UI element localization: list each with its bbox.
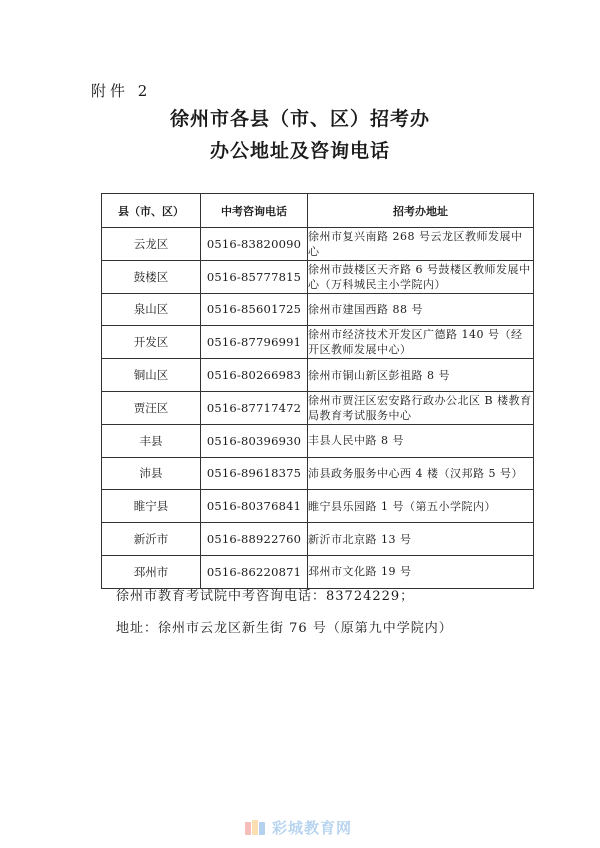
address-cell: 邳州市文化路 19 号 (308, 555, 534, 588)
county-cell: 沛县 (102, 457, 201, 490)
phone-cell: 0516-87796991 (201, 326, 308, 359)
attachment-label: 附件 2 (91, 82, 152, 100)
phone-cell: 0516-80396930 (201, 424, 308, 457)
phone-cell: 0516-80266983 (201, 359, 308, 392)
office-contact-table (101, 193, 534, 589)
watermark (244, 817, 352, 838)
address-cell: 徐州市鼓楼区天齐路 6 号鼓楼区教师发展中心（万科城民主小学院内） (308, 260, 534, 293)
address-cell: 徐州市铜山新区彭祖路 8 号 (308, 359, 534, 392)
county-cell: 邳州市 (102, 555, 201, 588)
phone-cell: 0516-85601725 (201, 293, 308, 326)
document-title-line2: 办公地址及咨询电话 (209, 140, 390, 162)
address-cell: 沛县政务服务中心西 4 楼（汉邦路 5 号） (308, 457, 534, 490)
table-row (102, 424, 534, 457)
county-cell: 睢宁县 (102, 490, 201, 523)
table-row (102, 523, 534, 556)
table-row (102, 293, 534, 326)
table-row (102, 228, 534, 261)
table-row (102, 555, 534, 588)
table-row (102, 457, 534, 490)
address-cell: 徐州市贾汪区宏安路行政办公北区 B 楼教育局教育考试服务中心 (308, 391, 534, 424)
watermark-text: 彩城教育网 (272, 819, 353, 837)
phone-cell: 0516-86220871 (201, 555, 308, 588)
county-cell: 泉山区 (102, 293, 201, 326)
county-cell: 开发区 (102, 326, 201, 359)
exam-hotline-text: 徐州市教育考试院中考咨询电话：83724229； (116, 589, 415, 604)
table-row (102, 260, 534, 293)
address-cell: 徐州市经济技术开发区广德路 140 号（经开区教师发展中心） (308, 326, 534, 359)
table-header-row (102, 194, 534, 228)
phone-cell: 0516-85777815 (201, 260, 308, 293)
book-logo-icon (244, 819, 266, 837)
document-title-line1: 徐州市各县（市、区）招考办 (169, 108, 430, 130)
phone-cell: 0516-87717472 (201, 391, 308, 424)
county-cell: 鼓楼区 (102, 260, 201, 293)
exam-institute-address-text: 地址：徐州市云龙区新生街 76 号（原第九中学院内） (116, 621, 453, 636)
phone-cell: 0516-89618375 (201, 457, 308, 490)
table-row (102, 391, 534, 424)
county-cell: 云龙区 (102, 228, 201, 261)
header-county: 县（市、区） (102, 194, 201, 228)
county-cell: 丰县 (102, 424, 201, 457)
address-cell: 睢宁县乐园路 1 号（第五小学院内） (308, 490, 534, 523)
phone-cell: 0516-88922760 (201, 523, 308, 556)
table-row (102, 359, 534, 392)
county-cell: 贾汪区 (102, 391, 201, 424)
header-address: 招考办地址 (308, 194, 534, 228)
header-phone: 中考咨询电话 (201, 194, 308, 228)
phone-cell: 0516-80376841 (201, 490, 308, 523)
address-cell: 徐州市复兴南路 268 号云龙区教师发展中心 (308, 228, 534, 261)
county-cell: 新沂市 (102, 523, 201, 556)
table-row (102, 490, 534, 523)
address-cell: 新沂市北京路 13 号 (308, 523, 534, 556)
county-cell: 铜山区 (102, 359, 201, 392)
address-cell: 丰县人民中路 8 号 (308, 424, 534, 457)
address-cell: 徐州市建国西路 88 号 (308, 293, 534, 326)
phone-cell: 0516-83820090 (201, 228, 308, 261)
table-row (102, 326, 534, 359)
